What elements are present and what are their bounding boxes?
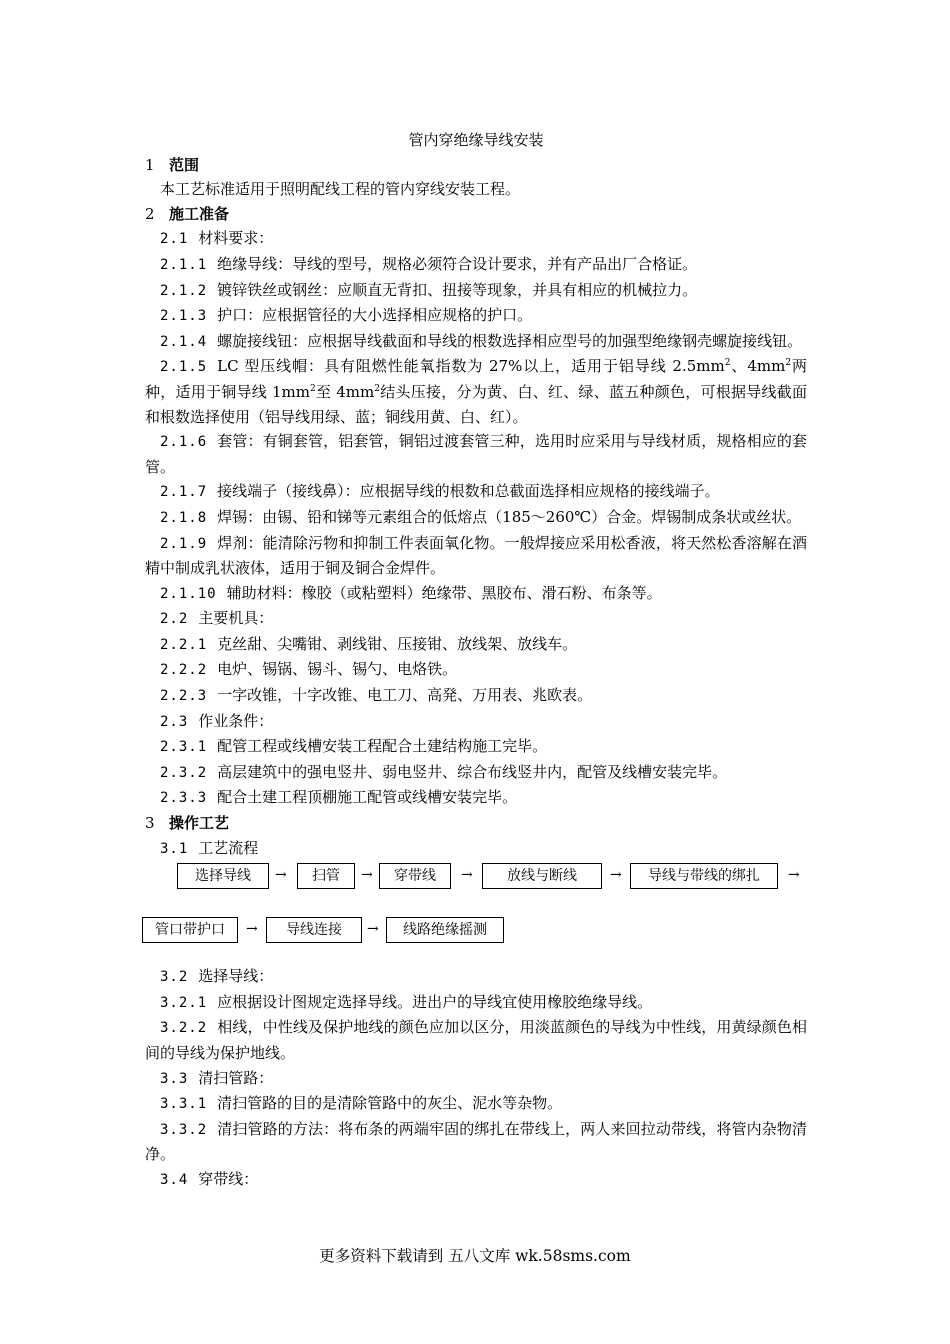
clause-text: 至 4mm xyxy=(315,382,375,401)
flow-step-bushing: 管口带护口 xyxy=(142,917,238,943)
clause-text: 克丝甜、尖嘴钳、剥线钳、压接钳、放线架、放线车。 xyxy=(217,634,578,653)
paragraph-3-3 xyxy=(145,1066,807,1092)
clause-text: 清扫管路的目的是清除管路中的灰尘、泥水等杂物。 xyxy=(217,1094,563,1113)
paragraph-3-3-1 xyxy=(145,1091,807,1117)
clause-number: 2.3.3 xyxy=(160,790,208,807)
clause-text: 2 xyxy=(310,383,316,394)
clause-number: 2.1.9 xyxy=(160,535,208,552)
clause-text: 2 xyxy=(785,358,792,369)
clause-text: 结头压接，分为黄、白、红、绿、蓝五种颜色，可根据导线截面和根数选择使用（铝导线用绿、蓝；铜线用黄、白、红）。 xyxy=(145,382,807,426)
clause-number: 3.2.2 xyxy=(160,1020,208,1037)
paragraph-2-2-2 xyxy=(145,657,807,683)
clause-text: 作业条件： xyxy=(198,711,274,730)
paragraph-2-1 xyxy=(145,226,807,252)
clause-text: 2 xyxy=(374,383,380,394)
clause-text: 焊锡：由锡、铅和锑等元素组合的低熔点（185～260℃）合金。焊锡制成条状或丝状。 xyxy=(217,507,802,526)
clause-number: 3 xyxy=(145,814,155,833)
paragraph-2-1-6 xyxy=(145,429,807,479)
paragraph-2-1-4 xyxy=(145,329,807,355)
section-heading-3 xyxy=(145,811,807,836)
clause-text: LC 型压线帽：具有阻燃性能氧指数为 27%以上，适用于铝导线 2.5mm xyxy=(217,357,725,376)
clause-text: 主要机具： xyxy=(198,609,274,628)
flow-step-thread-lead: 穿带线 xyxy=(379,863,451,889)
clause-text: 选择导线： xyxy=(198,967,274,986)
clause-number: 2.1 xyxy=(160,231,189,248)
paragraph-2-1-1 xyxy=(145,252,807,278)
clause-text: 相线，中性线及保护地线的颜色应加以区分，用淡蓝颜色的导线为中性线，用黄绿颜色相间的导线为保护地线。 xyxy=(145,1018,807,1062)
clause-text: 接线端子（接线鼻）：应根据导线的根数和总截面选择相应规格的接线端子。 xyxy=(217,482,720,501)
clause-number: 2.2.3 xyxy=(160,688,208,705)
paragraph-scope: 本工艺标准适用于照明配线工程的管内穿线安装工程。 xyxy=(160,180,521,199)
flow-arrow: → xyxy=(788,867,800,884)
document-body xyxy=(145,128,807,1193)
flow-arrow: → xyxy=(246,921,258,938)
paragraph-2-1-3 xyxy=(145,303,807,329)
clause-number: 2.1.3 xyxy=(160,308,208,325)
clause-text: 施工准备 xyxy=(169,204,230,223)
clause-text: 配管工程或线槽安装工程配合土建结构施工完毕。 xyxy=(217,737,548,756)
flow-step-bind-wire: 导线与带线的绑扎 xyxy=(630,863,778,889)
clause-text: 镀锌铁丝或钢丝：应顺直无背扣、扭接等现象，并具有相应的机械拉力。 xyxy=(217,280,698,299)
clause-text: 辅助材料：橡胶（或粘塑料）绝缘带、黑胶布、滑石粉、布条等。 xyxy=(226,583,662,602)
paragraph-3-1 xyxy=(145,836,807,862)
clause-text: 焊剂：能清除污物和抑制工件表面氧化物。一般焊接应采用松香液，将天然松香溶解在酒精中制成乳状液体，适用于铜及铜合金焊件。 xyxy=(145,533,807,578)
paragraph-2-1-2 xyxy=(145,278,807,304)
paragraph-2-2-3 xyxy=(145,683,807,709)
clause-number: 2.1.2 xyxy=(160,282,208,299)
section-heading-2 xyxy=(145,202,807,227)
clause-text: 护口：应根据管径的大小选择相应规格的护口。 xyxy=(217,306,533,325)
clause-number: 2.1.1 xyxy=(160,256,208,273)
process-flowchart xyxy=(145,861,807,964)
clause-text: 螺旋接线钮：应根据导线截面和导线的根数选择相应型号的加强型绝缘钢壳螺旋接线钮。 xyxy=(217,331,803,350)
clause-number: 3.2 xyxy=(160,969,189,986)
clause-text: 2 xyxy=(724,358,731,369)
clause-number: 2.1.5 xyxy=(160,359,208,376)
clause-text: 清扫管路的方法：将布条的两端牢固的绑扎在带线上，两人来回拉动带线，将管内杂物清净。 xyxy=(145,1119,807,1164)
flow-arrow: → xyxy=(361,867,373,884)
paragraph-2-1-7 xyxy=(145,479,807,505)
paragraph-2-1-5 xyxy=(145,354,807,429)
clause-number: 2.1.7 xyxy=(160,484,208,501)
flow-step-select-wire: 选择导线 xyxy=(177,863,269,889)
clause-text: 操作工艺 xyxy=(169,814,230,833)
flow-arrow: → xyxy=(610,867,622,884)
clause-number: 2 xyxy=(145,204,155,223)
clause-text: 工艺流程 xyxy=(198,838,259,857)
paragraph-2-3 xyxy=(145,709,807,735)
clause-number: 2.2 xyxy=(160,611,189,628)
paragraph-3-4 xyxy=(145,1167,807,1193)
clause-number: 2.1.8 xyxy=(160,509,208,526)
clause-text: 一字改锥，十字改锥、电工刀、高発、万用表、兆欧表。 xyxy=(217,686,593,705)
clause-number: 2.1.10 xyxy=(160,585,217,602)
clause-number: 3.3 xyxy=(160,1070,189,1087)
paragraph-2-1-9 xyxy=(145,531,807,581)
document-title: 管内穿绝缘导线安装 xyxy=(408,131,544,149)
clause-number: 2.3.1 xyxy=(160,739,208,756)
flow-step-pay-cut-wire: 放线与断线 xyxy=(482,863,602,889)
paragraph-3-2-1 xyxy=(145,990,807,1016)
flow-arrow: → xyxy=(275,867,287,884)
clause-number: 3.1 xyxy=(160,840,189,857)
clause-number: 2.3.2 xyxy=(160,764,208,781)
clause-text: 绝缘导线：导线的型号，规格必须符合设计要求，并有产品出厂合格证。 xyxy=(217,254,698,273)
clause-number: 1 xyxy=(145,155,155,174)
flow-arrow: → xyxy=(367,921,379,938)
clause-text: 高层建筑中的强电竖井、弱电竖井、综合布线竖井内，配管及线槽安装完毕。 xyxy=(217,762,728,781)
paragraph-2-1-10 xyxy=(145,581,807,607)
clause-text: 配合土建工程顶棚施工配管或线槽安装完毕。 xyxy=(217,788,518,807)
clause-number: 3.4 xyxy=(160,1171,189,1188)
clause-text: 电炉、锡锅、锡斗、锡勺、电烙铁。 xyxy=(217,660,458,679)
paragraph-2-2-1 xyxy=(145,632,807,658)
paragraph-2-1-8 xyxy=(145,505,807,531)
clause-number: 2.3 xyxy=(160,713,189,730)
clause-text: 、4mm xyxy=(730,357,786,376)
clause-text: 范围 xyxy=(169,155,200,174)
paragraph-3-2-2 xyxy=(145,1015,807,1065)
clause-text: 两种，适用于铜导线 1mm xyxy=(145,357,807,401)
clause-number: 2.1.6 xyxy=(160,434,208,451)
paragraph-3-2 xyxy=(145,964,807,990)
flow-arrow: → xyxy=(461,867,473,884)
clause-text: 套管：有铜套管，铝套管，铜铝过渡套管三种，选用时应采用与导线材质，规格相应的套管。 xyxy=(145,432,807,476)
flow-step-insulation-test: 线路绝缘摇测 xyxy=(386,917,504,943)
clause-text: 材料要求： xyxy=(198,229,274,248)
paragraph-2-3-2 xyxy=(145,760,807,786)
clause-number: 2.2.1 xyxy=(160,636,208,653)
footer-download-note: 更多资料下载请到 五八文库 wk.58sms.com xyxy=(319,1247,631,1265)
paragraph-3-3-2 xyxy=(145,1117,807,1167)
clause-number: 2.1.4 xyxy=(160,333,208,350)
flow-step-connect-wire: 导线连接 xyxy=(266,917,362,943)
paragraph-2-2 xyxy=(145,606,807,632)
clause-number: 3.2.1 xyxy=(160,994,208,1011)
clause-number: 2.2.2 xyxy=(160,662,208,679)
clause-number: 3.3.1 xyxy=(160,1096,208,1113)
paragraph-2-3-1 xyxy=(145,734,807,760)
clause-text: 应根据设计图规定选择导线。进出户的导线宜使用橡胶绝缘导线。 xyxy=(217,992,653,1011)
clause-text: 清扫管路： xyxy=(198,1068,274,1087)
paragraph-2-3-3 xyxy=(145,785,807,811)
section-heading-1 xyxy=(145,153,807,178)
clause-number: 3.3.2 xyxy=(160,1121,208,1138)
clause-text: 穿带线： xyxy=(198,1169,259,1188)
flow-step-sweep-pipe: 扫管 xyxy=(297,863,355,889)
